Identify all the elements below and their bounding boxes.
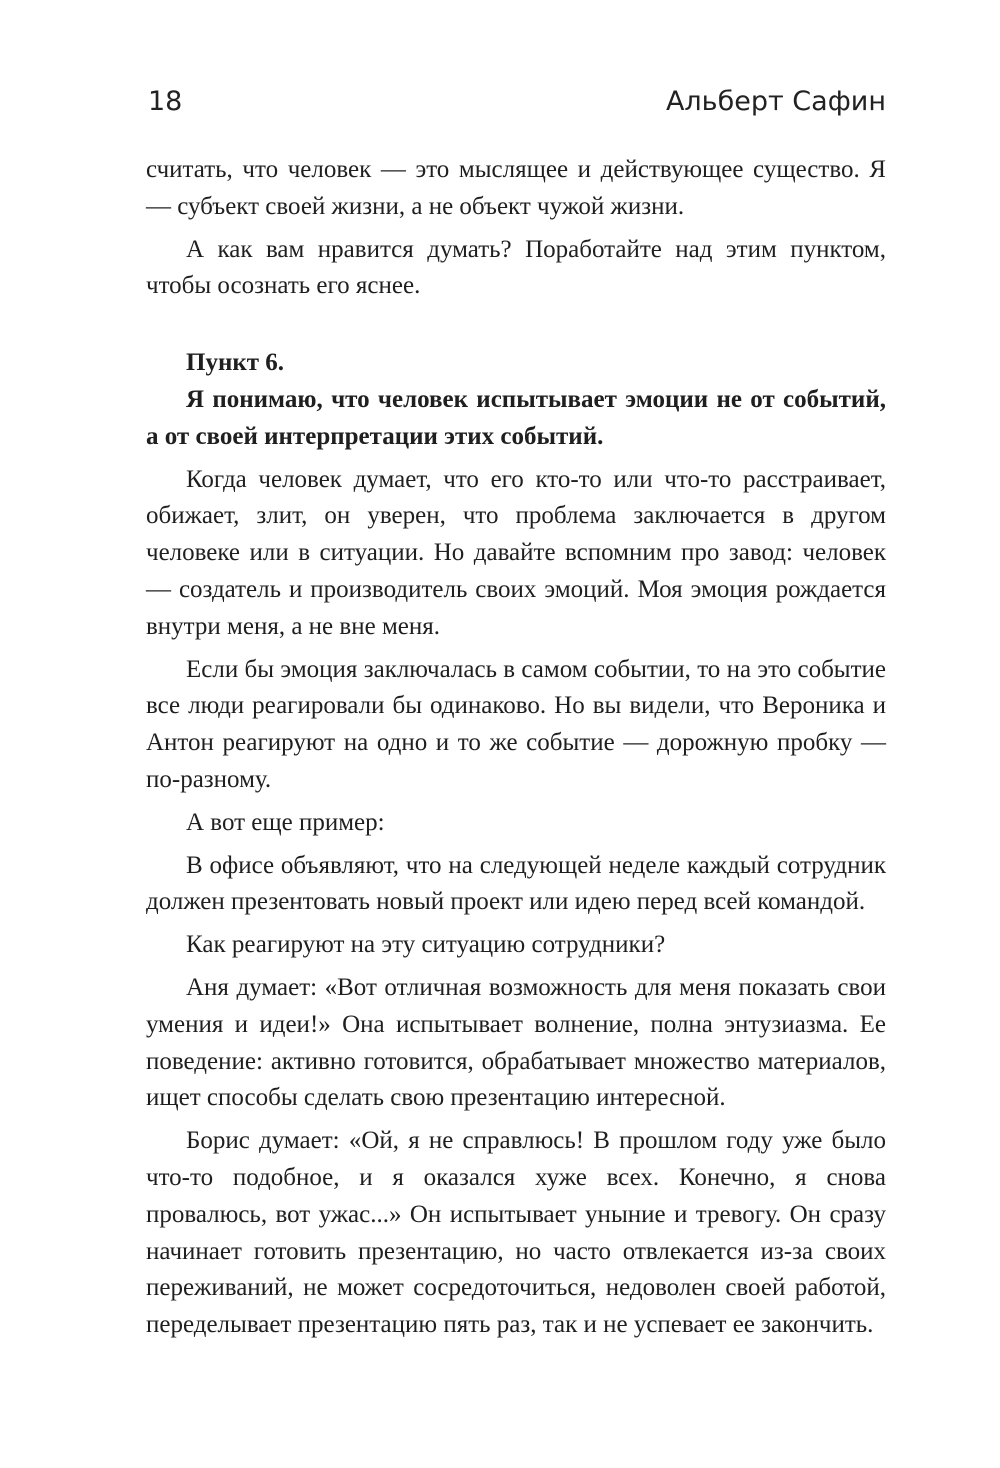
section-title: Пункт 6. xyxy=(186,349,285,377)
paragraph: Когда человек думает, что его кто-то или что-то расстраивает, обижает, злит, он уверен, что проблема заключается в другом человеке или в ситуации. Но давайте вспомним про завод: человек — создатель и производитель своих эмоций. Моя эмоция рождается внутри меня, а не вне меня. xyxy=(146,465,886,640)
paragraph: Если бы эмоция заключалась в самом событии, то на это событие все люди реагировали бы одинаково. Но вы видели, что Вероника и Антон реагируют на одно и то же событие — дорожную пробку — по-разному. xyxy=(146,655,886,793)
paragraph: Борис думает: «Ой, я не справлюсь! В прошлом году уже было что-то подобное, и я оказался хуже всех. Конечно, я снова провалюсь, вот ужас...» Он испытывает уныние и тревогу. Он сразу начинает готовить презентацию, но часто отвлекается из-за своих переживаний, не может сосредоточиться, недоволен своей работой, переделывает презентацию пять раз, так и не успевает ее закончить. xyxy=(146,1127,886,1339)
paragraph-continuation: считать, что человек — это мыслящее и действующее существо. Я — субъект своей жизни, а не объект чужой жизни. xyxy=(146,156,886,220)
paragraph: В офисе объявляют, что на следующей неделе каждый сотрудник должен презентовать новый проект или идею перед всей командой. xyxy=(146,851,886,916)
page-number: 18 xyxy=(148,86,183,117)
paragraph: Аня думает: «Вот отличная возможность для меня показать свои умения и идеи!» Она испытывает волнение, полна энтузиазма. Ее поведение: активно готовится, обрабатывает множество материалов, ищет способы сделать свою презентацию интересной. xyxy=(146,973,886,1112)
paragraph: А вот еще пример: xyxy=(186,808,385,836)
body-text xyxy=(146,152,886,1350)
section-statement: Я понимаю, что человек испытывает эмоции не от событий, а от своей интерпретации этих событий. xyxy=(146,385,886,450)
section-spacer xyxy=(146,311,886,345)
page-header xyxy=(148,78,886,128)
paragraph: А как вам нравится думать? Поработайте над этим пунктом, чтобы осознать его яснее. xyxy=(146,235,886,300)
paragraph: Как реагируют на эту ситуацию сотрудники? xyxy=(186,931,666,959)
running-title: Альберт Сафин xyxy=(665,86,886,117)
